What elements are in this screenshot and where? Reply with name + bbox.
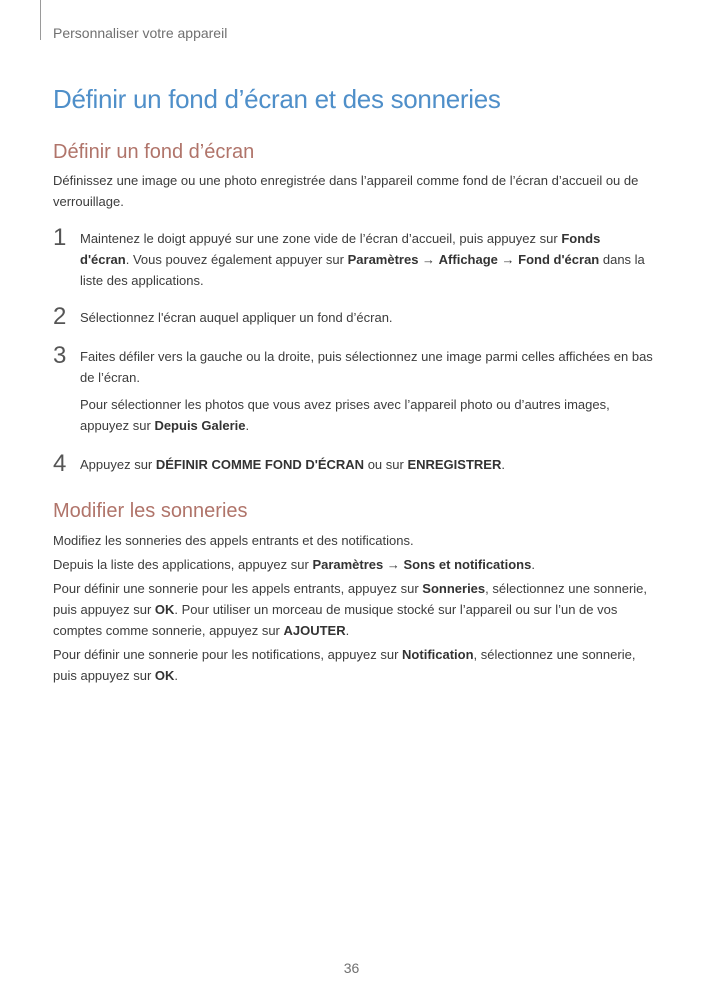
header-rule xyxy=(40,0,41,40)
step-text: Maintenez le doigt appuyé sur une zone vide de l’écran d’accueil, puis appuyez sur Fonds d'écran. Vous pouvez également appuyer sur Paramètres → Affichage → Fond d'écran dans la liste des applications. xyxy=(80,231,645,288)
step-number: 2 xyxy=(53,303,67,330)
step-number: 3 xyxy=(53,342,67,369)
wallpaper-intro: Définissez une image ou une photo enregistrée dans l’appareil comme fond de l’écran d’accueil ou de verrouillage. xyxy=(53,173,639,209)
section-heading-wallpaper: Définir un fond d’écran xyxy=(53,141,255,163)
step-2 xyxy=(53,303,653,330)
step-text: Faites défiler vers la gauche ou la droite, puis sélectionnez une image parmi celles affichées en bas de l’écran. xyxy=(80,349,653,385)
step-1 xyxy=(53,224,653,291)
page-number: 36 xyxy=(343,960,360,976)
step-number: 4 xyxy=(53,450,67,477)
ringtones-p4: Pour définir une sonnerie pour les notifications, appuyez sur Notification, sélectionnez une sonnerie, puis appuyez sur OK. xyxy=(53,647,636,683)
step-number: 1 xyxy=(53,224,67,251)
step-subtext: Pour sélectionner les photos que vous avez prises avec l’appareil photo ou d’autres images, appuyez sur Depuis Galerie. xyxy=(80,397,610,433)
step-4 xyxy=(53,450,653,477)
section-heading-ringtones: Modifier les sonneries xyxy=(53,500,248,522)
page-title: Définir un fond d’écran et des sonneries xyxy=(53,84,501,114)
ringtones-p2: Depuis la liste des applications, appuyez sur Paramètres → Sons et notifications. xyxy=(53,557,535,572)
ringtones-p3: Pour définir une sonnerie pour les appels entrants, appuyez sur Sonneries, sélectionnez une sonnerie, puis appuyez sur OK. Pour utiliser un morceau de musique stocké sur l’appareil ou sur l’un de vos comptes comme sonnerie, appuyez sur AJOUTER. xyxy=(53,581,648,638)
running-header: Personnaliser votre appareil xyxy=(53,25,228,41)
step-text: Appuyez sur DÉFINIR COMME FOND D'ÉCRAN ou sur ENREGISTRER. xyxy=(80,457,505,472)
ringtones-p1: Modifiez les sonneries des appels entrants et des notifications. xyxy=(53,533,414,548)
step-text: Sélectionnez l'écran auquel appliquer un fond d’écran. xyxy=(80,310,393,325)
step-3 xyxy=(53,342,653,436)
